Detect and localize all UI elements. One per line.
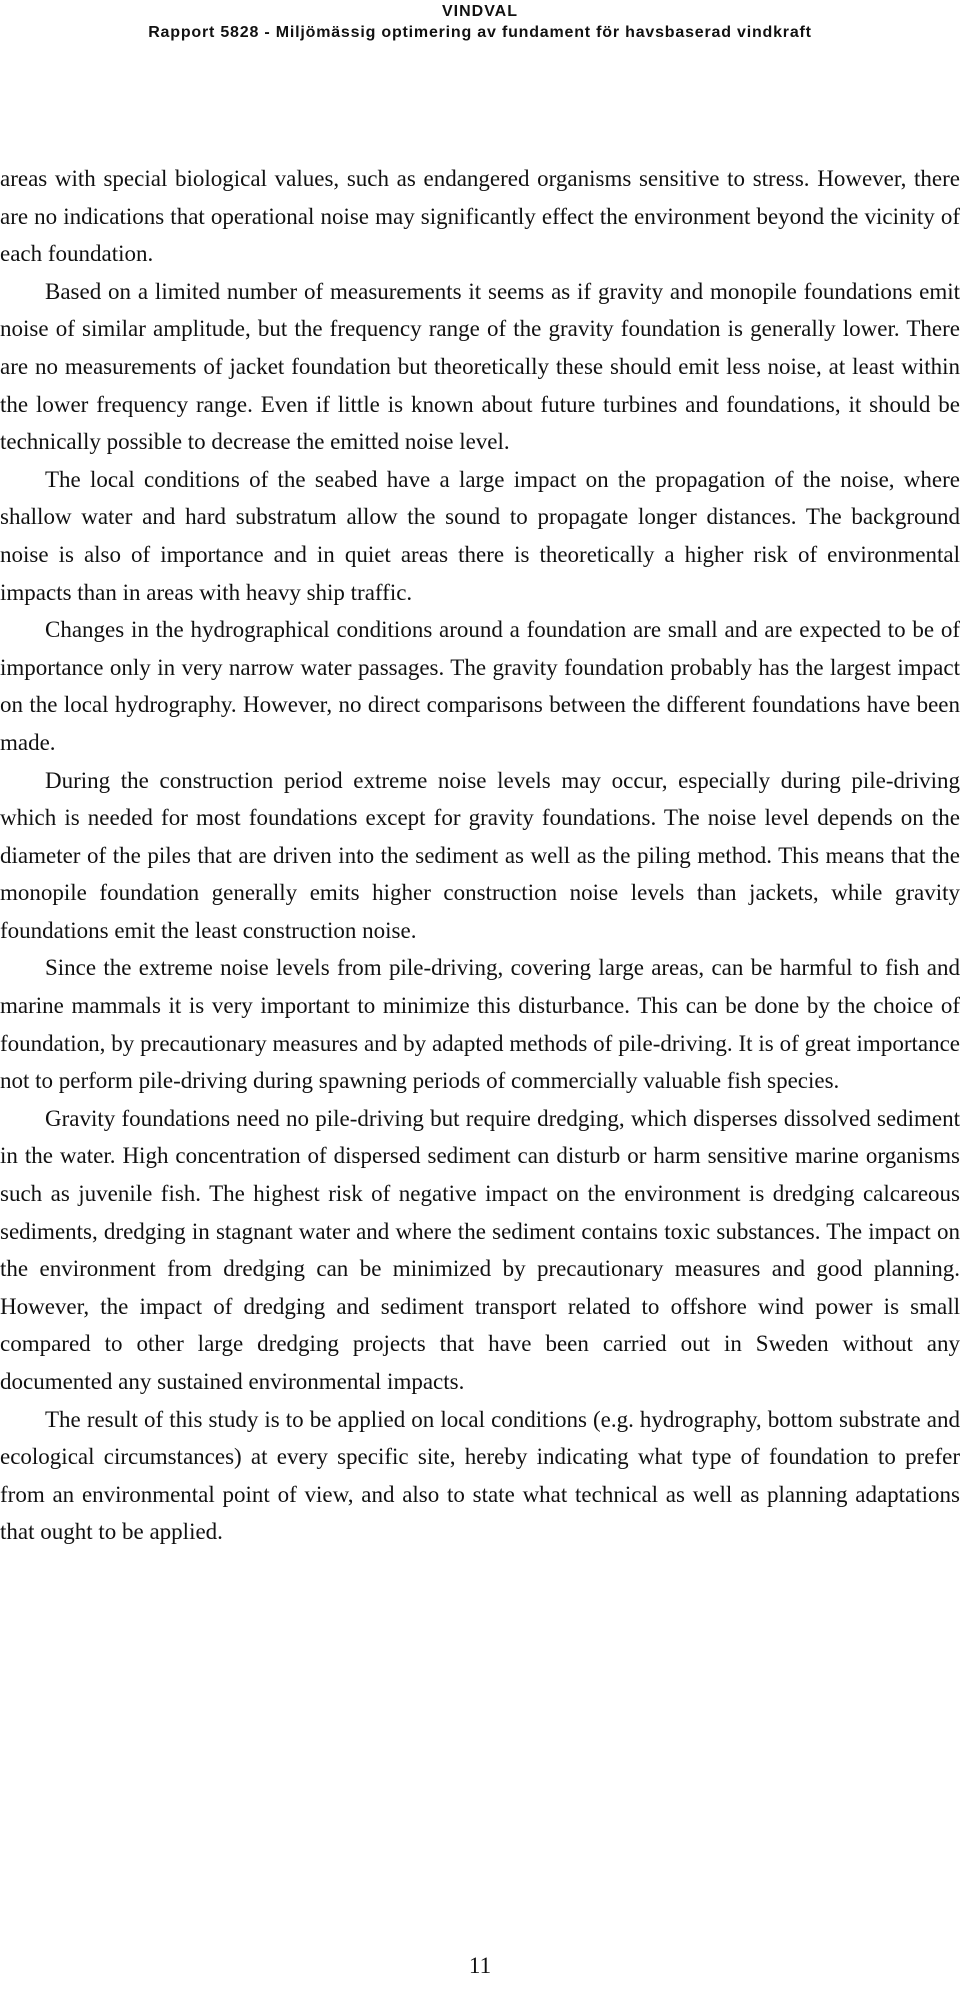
header-subtitle: Rapport 5828 - Miljömässig optimering av fundament för havsbaserad vindkraft xyxy=(148,24,812,41)
paragraph-pile-driving: Since the extreme noise levels from pile-driving, covering large areas, can be harmful to fish and marine mammals it is very important to minimize this disturbance. This can be done by the choice of foundation, by precautionary measures and by adapted methods of pile-driving. It is of great importance not to perform pile-driving during spawning periods of commercially valuable fish species. xyxy=(0,955,960,1094)
paragraph-dredging: Gravity foundations need no pile-driving but require dredging, which disperses dissolved sediment in the water. High concentration of dispersed sediment can disturb or harm sensitive marine organisms such as juvenile fish. The highest risk of negative impact on the environment is dredging calcareous sediments, dredging in stagnant water and where the sediment contains toxic substances. The impact on the environment from dredging can be minimized by precautionary measures and good planning. However, the impact of dredging and sediment transport related to offshore wind power is small compared to other large dredging projects that have been carried out in Sweden without any documented any sustained environmental impacts. xyxy=(0,1105,960,1394)
paragraph-noise-measurements: Based on a limited number of measurements it seems as if gravity and monopile foundations emit noise of similar amplitude, but the frequency range of the gravity foundation is generally lower. There are no measurements of jacket foundation but theoretically these should emit less noise, at least within the lower frequency range. Even if little is known about future turbines and foundations, it should be technically possible to decrease the emitted noise level. xyxy=(0,278,960,455)
paragraph-hydrography: Changes in the hydrographical conditions around a foundation are small and are expected to be of importance only in very narrow water passages. The gravity foundation probably has the largest impact on the local hydrography. However, no direct comparisons between the different foundations have been made. xyxy=(0,617,960,755)
paragraph-continuation: areas with special biological values, such as endangered organisms sensitive to stress. However, there are no indications that operational noise may significantly effect the environment beyond the vicinity of each foundation. xyxy=(0,166,960,267)
page-number: 11 xyxy=(468,1953,492,1978)
paragraph-study-result: The result of this study is to be applied on local conditions (e.g. hydrography, bottom substrate and ecological circumstances) at every specific site, hereby indicating what type of foundation to prefer from an environmental point of view, and also to state what technical as well as planning adaptations that ought to be applied. xyxy=(0,1406,960,1545)
running-header xyxy=(0,2,960,44)
body-text xyxy=(0,160,960,1551)
paragraph-seabed-conditions: The local conditions of the seabed have a large impact on the propagation of the noise, where shallow water and hard substratum allow the sound to propagate longer distances. The background noise is also of importance and in quiet areas there is theoretically a higher risk of environmental impacts than in areas with heavy ship traffic. xyxy=(0,466,960,605)
paragraph-construction-noise: During the construction period extreme noise levels may occur, especially during pile-driving which is needed for most foundations except for gravity foundations. The noise level depends on the diameter of the piles that are driven into the sediment as well as the piling method. This means that the monopile foundation generally emits higher construction noise levels than jackets, while gravity foundations emit the least construction noise. xyxy=(0,767,960,943)
header-title: VINDVAL xyxy=(441,3,519,20)
